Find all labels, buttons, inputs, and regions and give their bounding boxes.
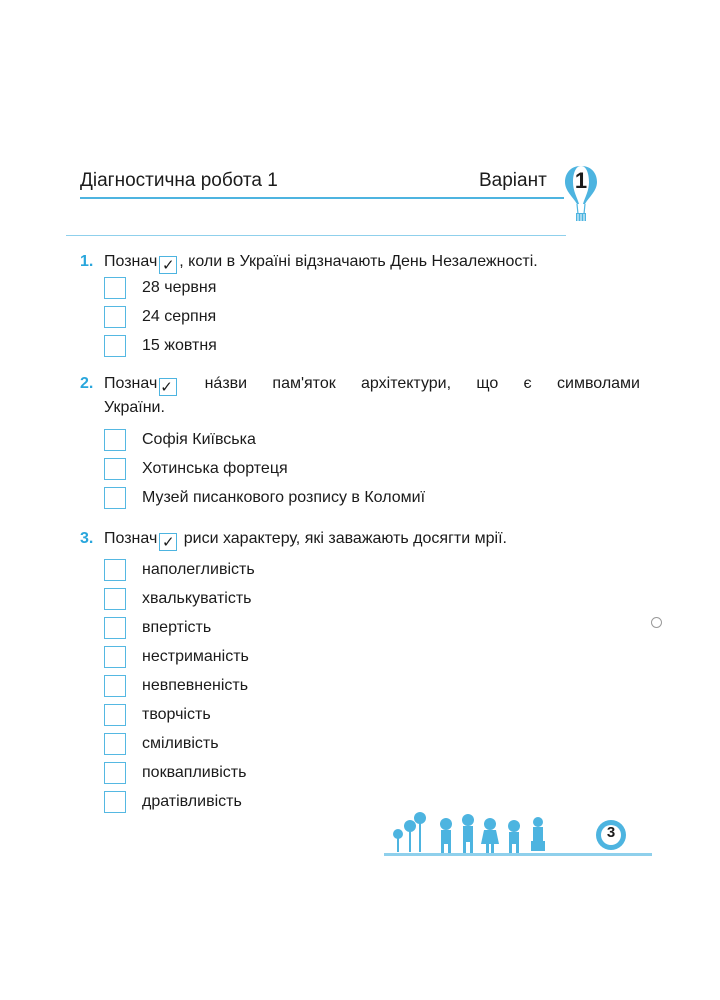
check-symbol-box: ✓	[159, 378, 177, 396]
answer-checkbox[interactable]	[104, 762, 126, 784]
children-illustration-icon	[386, 808, 561, 856]
variant-label: Варіант	[479, 170, 547, 191]
decorative-dot	[651, 617, 662, 628]
page-number: 3	[606, 824, 616, 841]
answer-checkbox[interactable]	[104, 588, 126, 610]
header-divider	[80, 197, 564, 199]
answer-checkbox[interactable]	[104, 675, 126, 697]
question-text: Познач ✓ , коли в Україні відзначають День Незалежності.	[104, 253, 538, 274]
question-number: 2.	[80, 375, 94, 392]
footer-divider	[384, 853, 652, 856]
check-symbol-box: ✓	[159, 256, 177, 274]
question-text: Познач ✓ риси характеру, які заважають досягти мрії.	[104, 530, 507, 551]
variant-number: 1	[574, 168, 588, 193]
answer-checkbox[interactable]	[104, 335, 126, 357]
answer-checkbox[interactable]	[104, 277, 126, 299]
page-title: Діагностична робота 1	[80, 170, 278, 191]
answer-checkbox[interactable]	[104, 429, 126, 451]
question-text: Познач ✓ нáзви пам'яток архітектури, що є символами України.	[104, 375, 640, 416]
header-divider-secondary	[66, 235, 566, 236]
answer-checkbox[interactable]	[104, 704, 126, 726]
answer-checkbox[interactable]	[104, 306, 126, 328]
question-number: 3.	[80, 530, 94, 547]
workbook-page: Діагностична робота 1 Варіант 1 1. Познач ✓ , коли в Україні відзначають День Незалежності. 28 червня 24 серпня 15 жовтня 2. Познач ✓ нáзви пам'яток архітектури, що є символами України. Софія Київська Хотинська фортеця Музей писанкового розпису в Коломиї 3. Познач ✓ риси характеру, які заважають досягти мрії. наполегливість хвалькуватість впертість нестриманість невпевненість творчість сміливість поквапливість дратівливість 3	[0, 0, 720, 1000]
check-symbol-box: ✓	[159, 533, 177, 551]
answer-checkbox[interactable]	[104, 458, 126, 480]
answer-checkbox[interactable]	[104, 559, 126, 581]
answer-checkbox[interactable]	[104, 646, 126, 668]
question-number: 1.	[80, 253, 94, 270]
answer-checkbox[interactable]	[104, 487, 126, 509]
answer-checkbox[interactable]	[104, 733, 126, 755]
answer-checkbox[interactable]	[104, 791, 126, 813]
answer-checkbox[interactable]	[104, 617, 126, 639]
